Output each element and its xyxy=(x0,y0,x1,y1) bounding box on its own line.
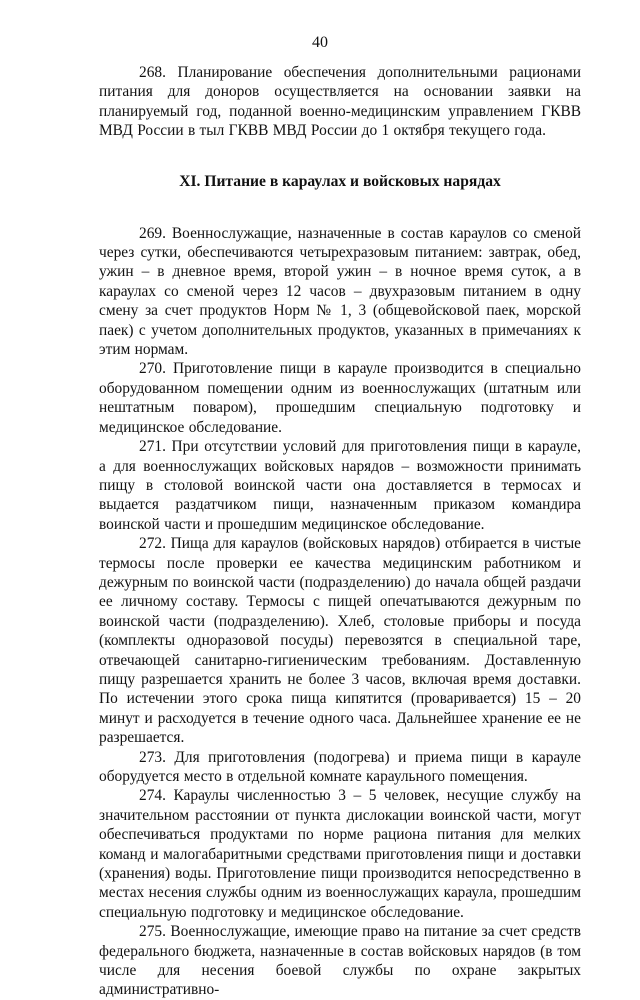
section-title: XI. Питание в караулах и войсковых нарядах xyxy=(179,172,501,190)
paragraph-269: 269. Военнослужащие, назначенные в состав караулов со сменой через сутки, обеспечиваются четырехразовым питанием: завтрак, обед, ужин – в дневное время, второй ужин – в ночное время суток, а в караулах со сменой через 12 часов – двухразовым питанием в одну смену за счет продуктов Норм № 1, 3 (общевойсковой паек, морской паек) с учетом дополнительных продуктов, указанных в примечаниях к этим нормам. xyxy=(99,224,581,359)
document-body xyxy=(99,63,581,1000)
paragraph-272: 272. Пища для караулов (войсковых нарядов) отбирается в чистые термосы после проверки ее качества медицинским работником и дежурным по воинской части (подразделению) до начала общей раздачи ее личному составу. Термосы с пищей опечатываются дежурным по воинской части (подразделению). Хлеб, столовые приборы и посуда (комплекты одноразовой посуды) перевозятся в специальной таре, отвечающей санитарно-гигиеническим требованиям. Доставленную пищу разрешается хранить не более 3 часов, включая время доставки. По истечении этого срока пища кипятится (проваривается) 15 – 20 минут и расходуется в течение одного часа. Дальнейшее хранение ее не разрешается. xyxy=(99,535,581,747)
page-number: 40 xyxy=(312,34,328,51)
paragraph-270: 270. Приготовление пищи в карауле производится в специально оборудованном помещении одним из военнослужащих (штатным или нештатным поваром), прошедшим специальную подготовку и медицинское обследование. xyxy=(99,360,581,436)
paragraph-274: 274. Караулы численностью 3 – 5 человек, несущие службу на значительном расстоянии от пункта дислокации воинской части, могут обеспечиваться продуктами по норме рациона питания для мелких команд и малогабаритными средствами приготовления пищи и доставки (хранения) воды. Приготовление пищи производится непосредственно в местах несения службы одним из военнослужащих караула, прошедшим специальную подготовку и медицинское обследование. xyxy=(99,787,581,921)
paragraph-275: 275. Военнослужащие, имеющие право на питание за счет средств федерального бюджета, назначенные в состав войсковых нарядов (в том числе для несения боевой службы по охране закрытых административно- xyxy=(99,923,581,999)
paragraph-273: 273. Для приготовления (подогрева) и приема пищи в карауле оборудуется место в отдельной комнате караульного помещения. xyxy=(99,748,581,785)
paragraph-268: 268. Планирование обеспечения дополнительными рационами питания для доноров осуществляется на основании заявки на планируемый год, поданной военно-медицинским управлением ГКВВ МВД России в тыл ГКВВ МВД России до 1 октября текущего года. xyxy=(99,64,581,140)
paragraph-271: 271. При отсутствии условий для приготовления пищи в карауле, а для военнослужащих войсковых нарядов – возможности принимать пищу в столовой воинской части она доставляется в термосах и выдается раздатчиком пищи, назначенным приказом командира воинской части и прошедшим медицинское обследование. xyxy=(99,438,581,533)
